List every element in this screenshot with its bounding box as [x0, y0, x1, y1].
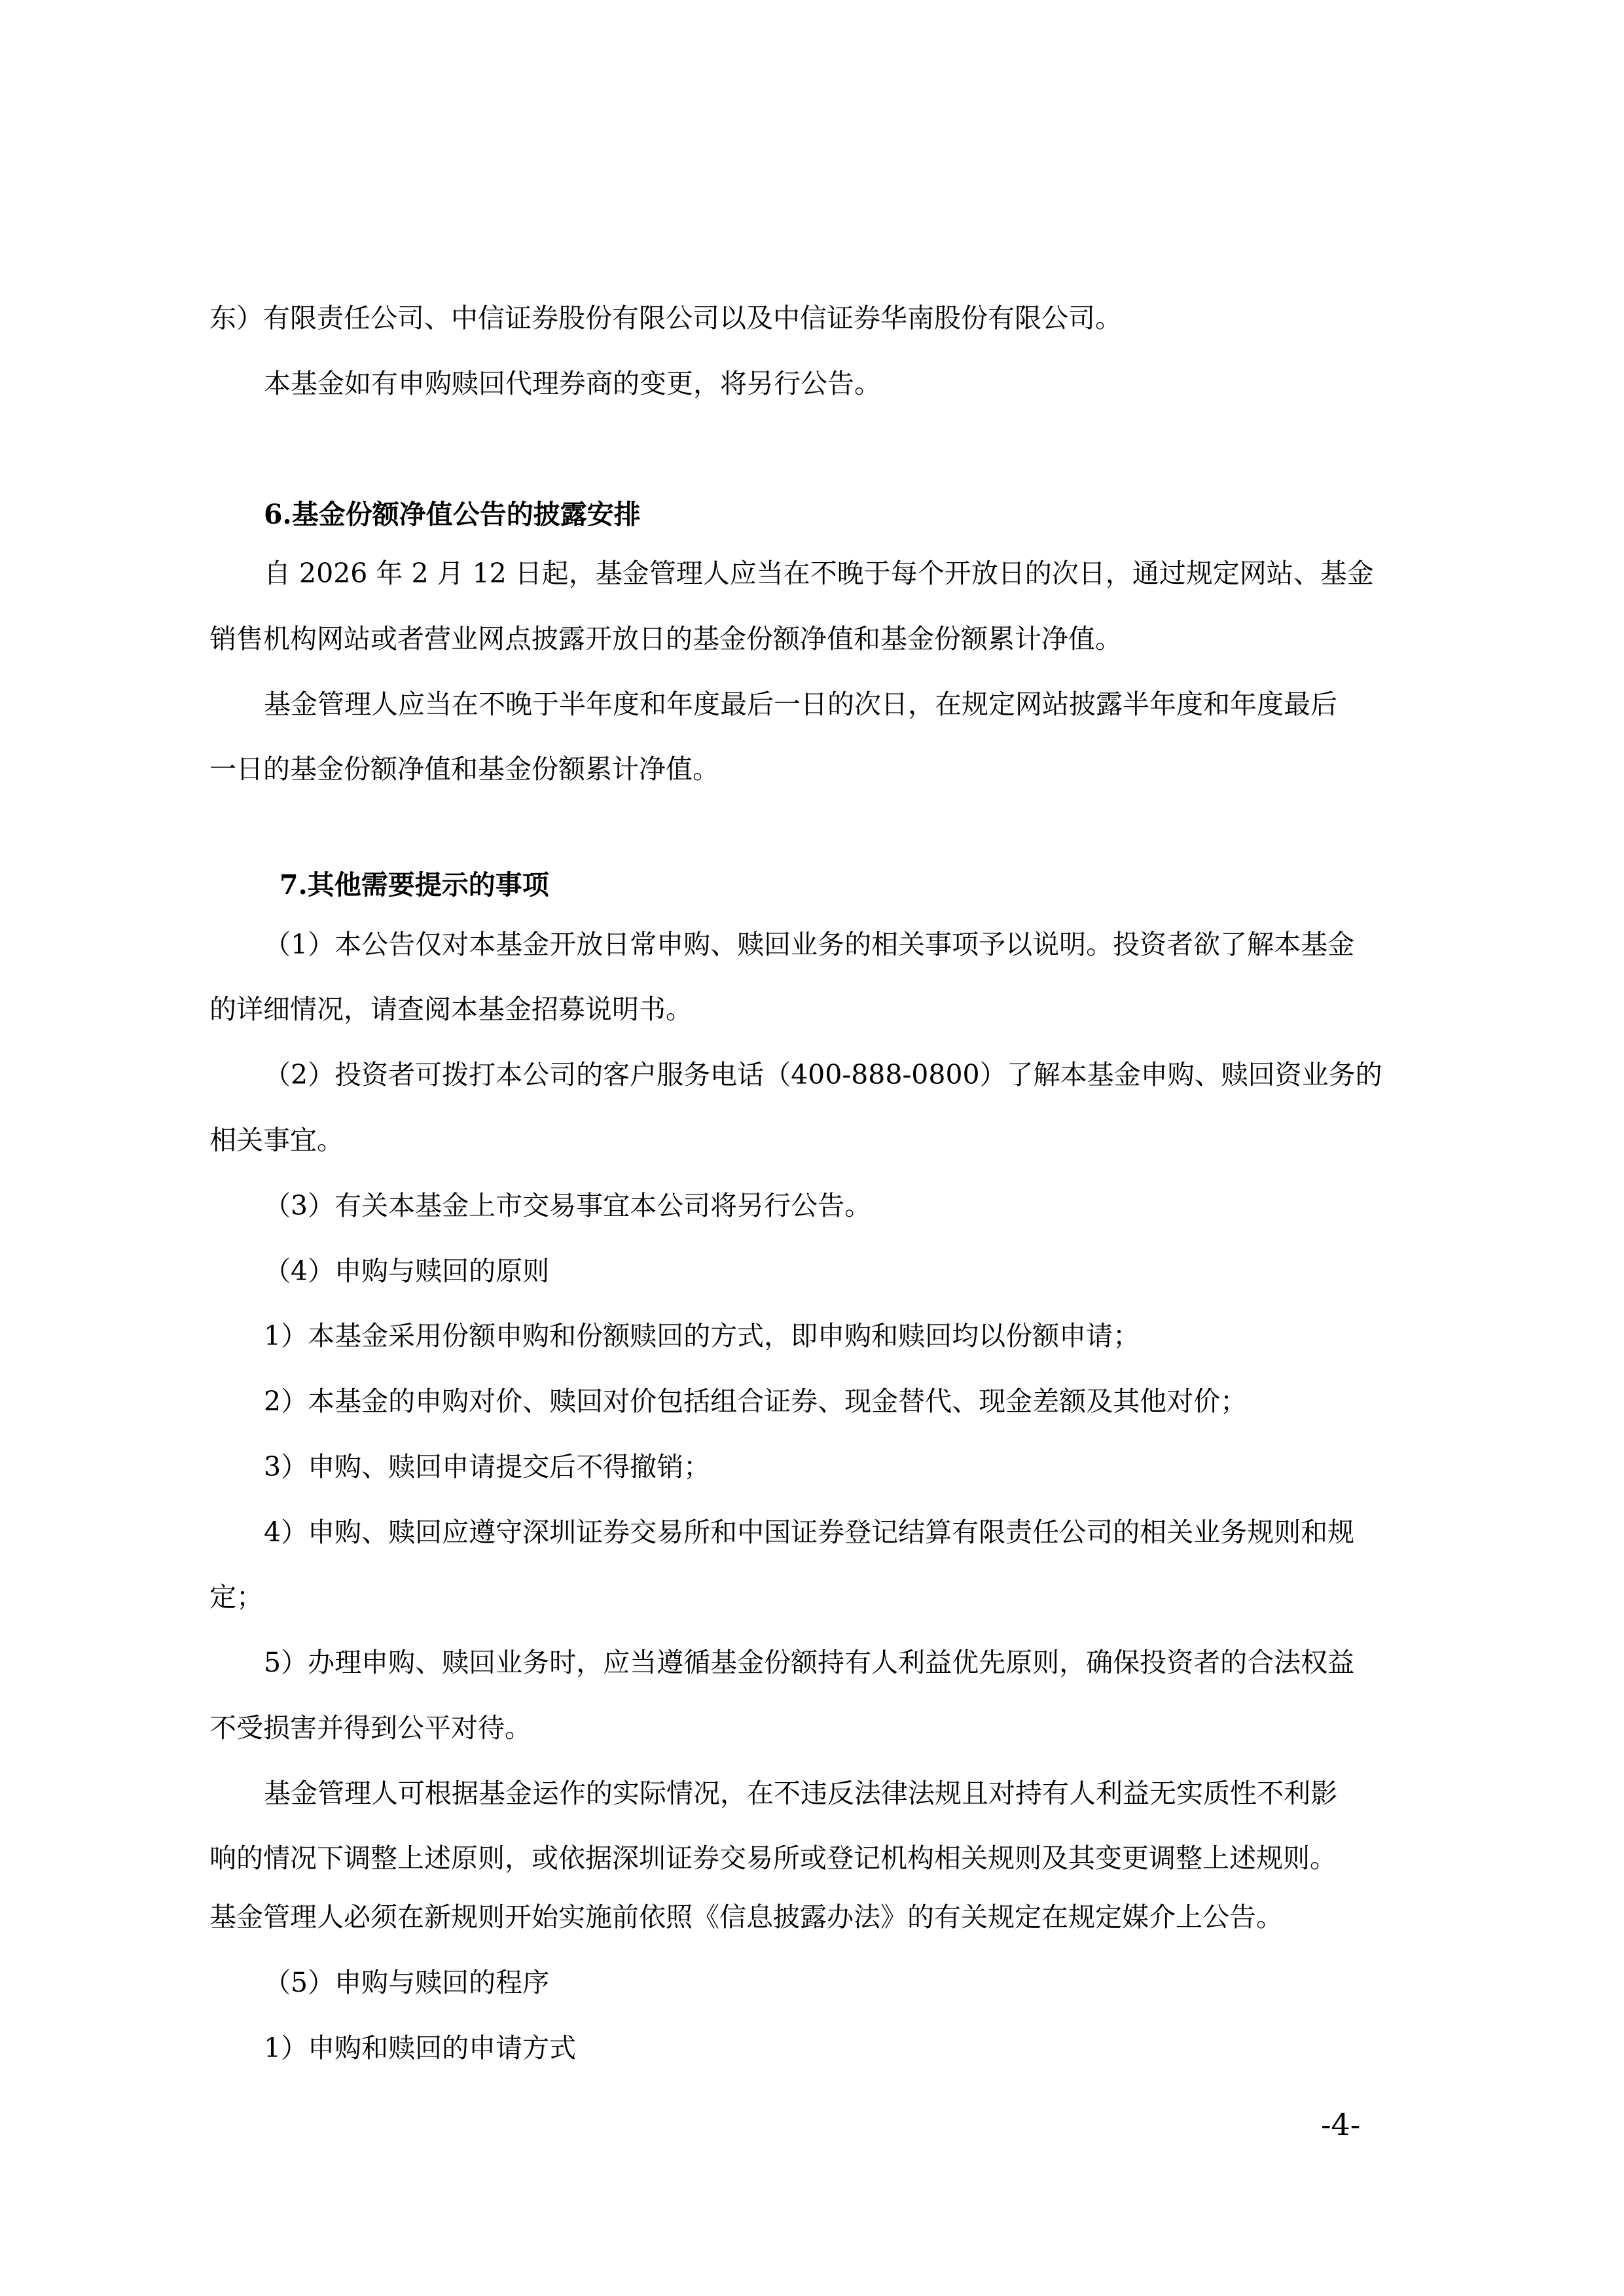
rule-1: 1）本基金采用份额申购和份额赎回的方式，即申购和赎回均以份额申请； [264, 1320, 1140, 1352]
adjust-line-1: 基金管理人可根据基金运作的实际情况，在不违反法律法规且对持有人利益无实质性不利影 [264, 1778, 1337, 1809]
section-6-para-1-line-1: 自 2026 年 2 月 12 日起，基金管理人应当在不晚于每个开放日的次日，通过规定网站、基金 [264, 558, 1374, 589]
section-6-heading: 6.基金份额净值公告的披露安排 [264, 499, 641, 530]
item-3: （3）有关本基金上市交易事宜本公司将另行公告。 [264, 1190, 872, 1221]
section-6-para-2-line-2: 一日的基金份额净值和基金份额累计净值。 [209, 753, 719, 785]
section-7-heading: 7.其他需要提示的事项 [280, 869, 549, 901]
section-6-para-1-line-2: 销售机构网站或者营业网点披露开放日的基金份额净值和基金份额累计净值。 [209, 623, 1122, 655]
adjust-line-3: 基金管理人必须在新规则开始实施前依照《信息披露办法》的有关规定在规定媒介上公告。 [209, 1901, 1283, 1933]
item-4: （4）申购与赎回的原则 [264, 1255, 550, 1287]
item-2-line-1: （2）投资者可拨打本公司的客户服务电话（400-888-0800）了解本基金申购、赎回资业务的 [264, 1059, 1382, 1090]
rule-5-line-2: 不受损害并得到公平对待。 [209, 1712, 532, 1744]
adjust-line-2: 响的情况下调整上述原则，或依据深圳证券交易所或登记机构相关规则及其变更调整上述规则。 [209, 1842, 1337, 1874]
intro-line-1: 东）有限责任公司、中信证券股份有限公司以及中信证券华南股份有限公司。 [209, 302, 1122, 334]
section-6-para-2-line-1: 基金管理人应当在不晚于半年度和年度最后一日的次日，在规定网站披露半年度和年度最后 [264, 689, 1337, 720]
page-number: -4- [1321, 2107, 1361, 2142]
item-5: （5）申购与赎回的程序 [264, 1967, 550, 1998]
item-1-line-2: 的详细情况，请查阅本基金招募说明书。 [209, 994, 693, 1025]
item-2-line-2: 相关事宜。 [209, 1124, 344, 1156]
item-1-line-1: （1）本公告仅对本基金开放日常申购、赎回业务的相关事项予以说明。投资者欲了解本基金 [264, 929, 1355, 960]
rule-4-line-2: 定； [209, 1581, 263, 1613]
rule-4-line-1: 4）申购、赎回应遵守深圳证券交易所和中国证券登记结算有限责任公司的相关业务规则和规 [264, 1516, 1355, 1548]
procedure-1: 1）申购和赎回的申请方式 [264, 2032, 577, 2064]
rule-2: 2）本基金的申购对价、赎回对价包括组合证券、现金替代、现金差额及其他对价； [264, 1386, 1248, 1417]
intro-line-2: 本基金如有申购赎回代理券商的变更，将另行公告。 [264, 368, 881, 399]
rule-3: 3）申购、赎回申请提交后不得撤销； [264, 1451, 711, 1482]
rule-5-line-1: 5）办理申购、赎回业务时，应当遵循基金份额持有人利益优先原则，确保投资者的合法权益 [264, 1647, 1355, 1678]
